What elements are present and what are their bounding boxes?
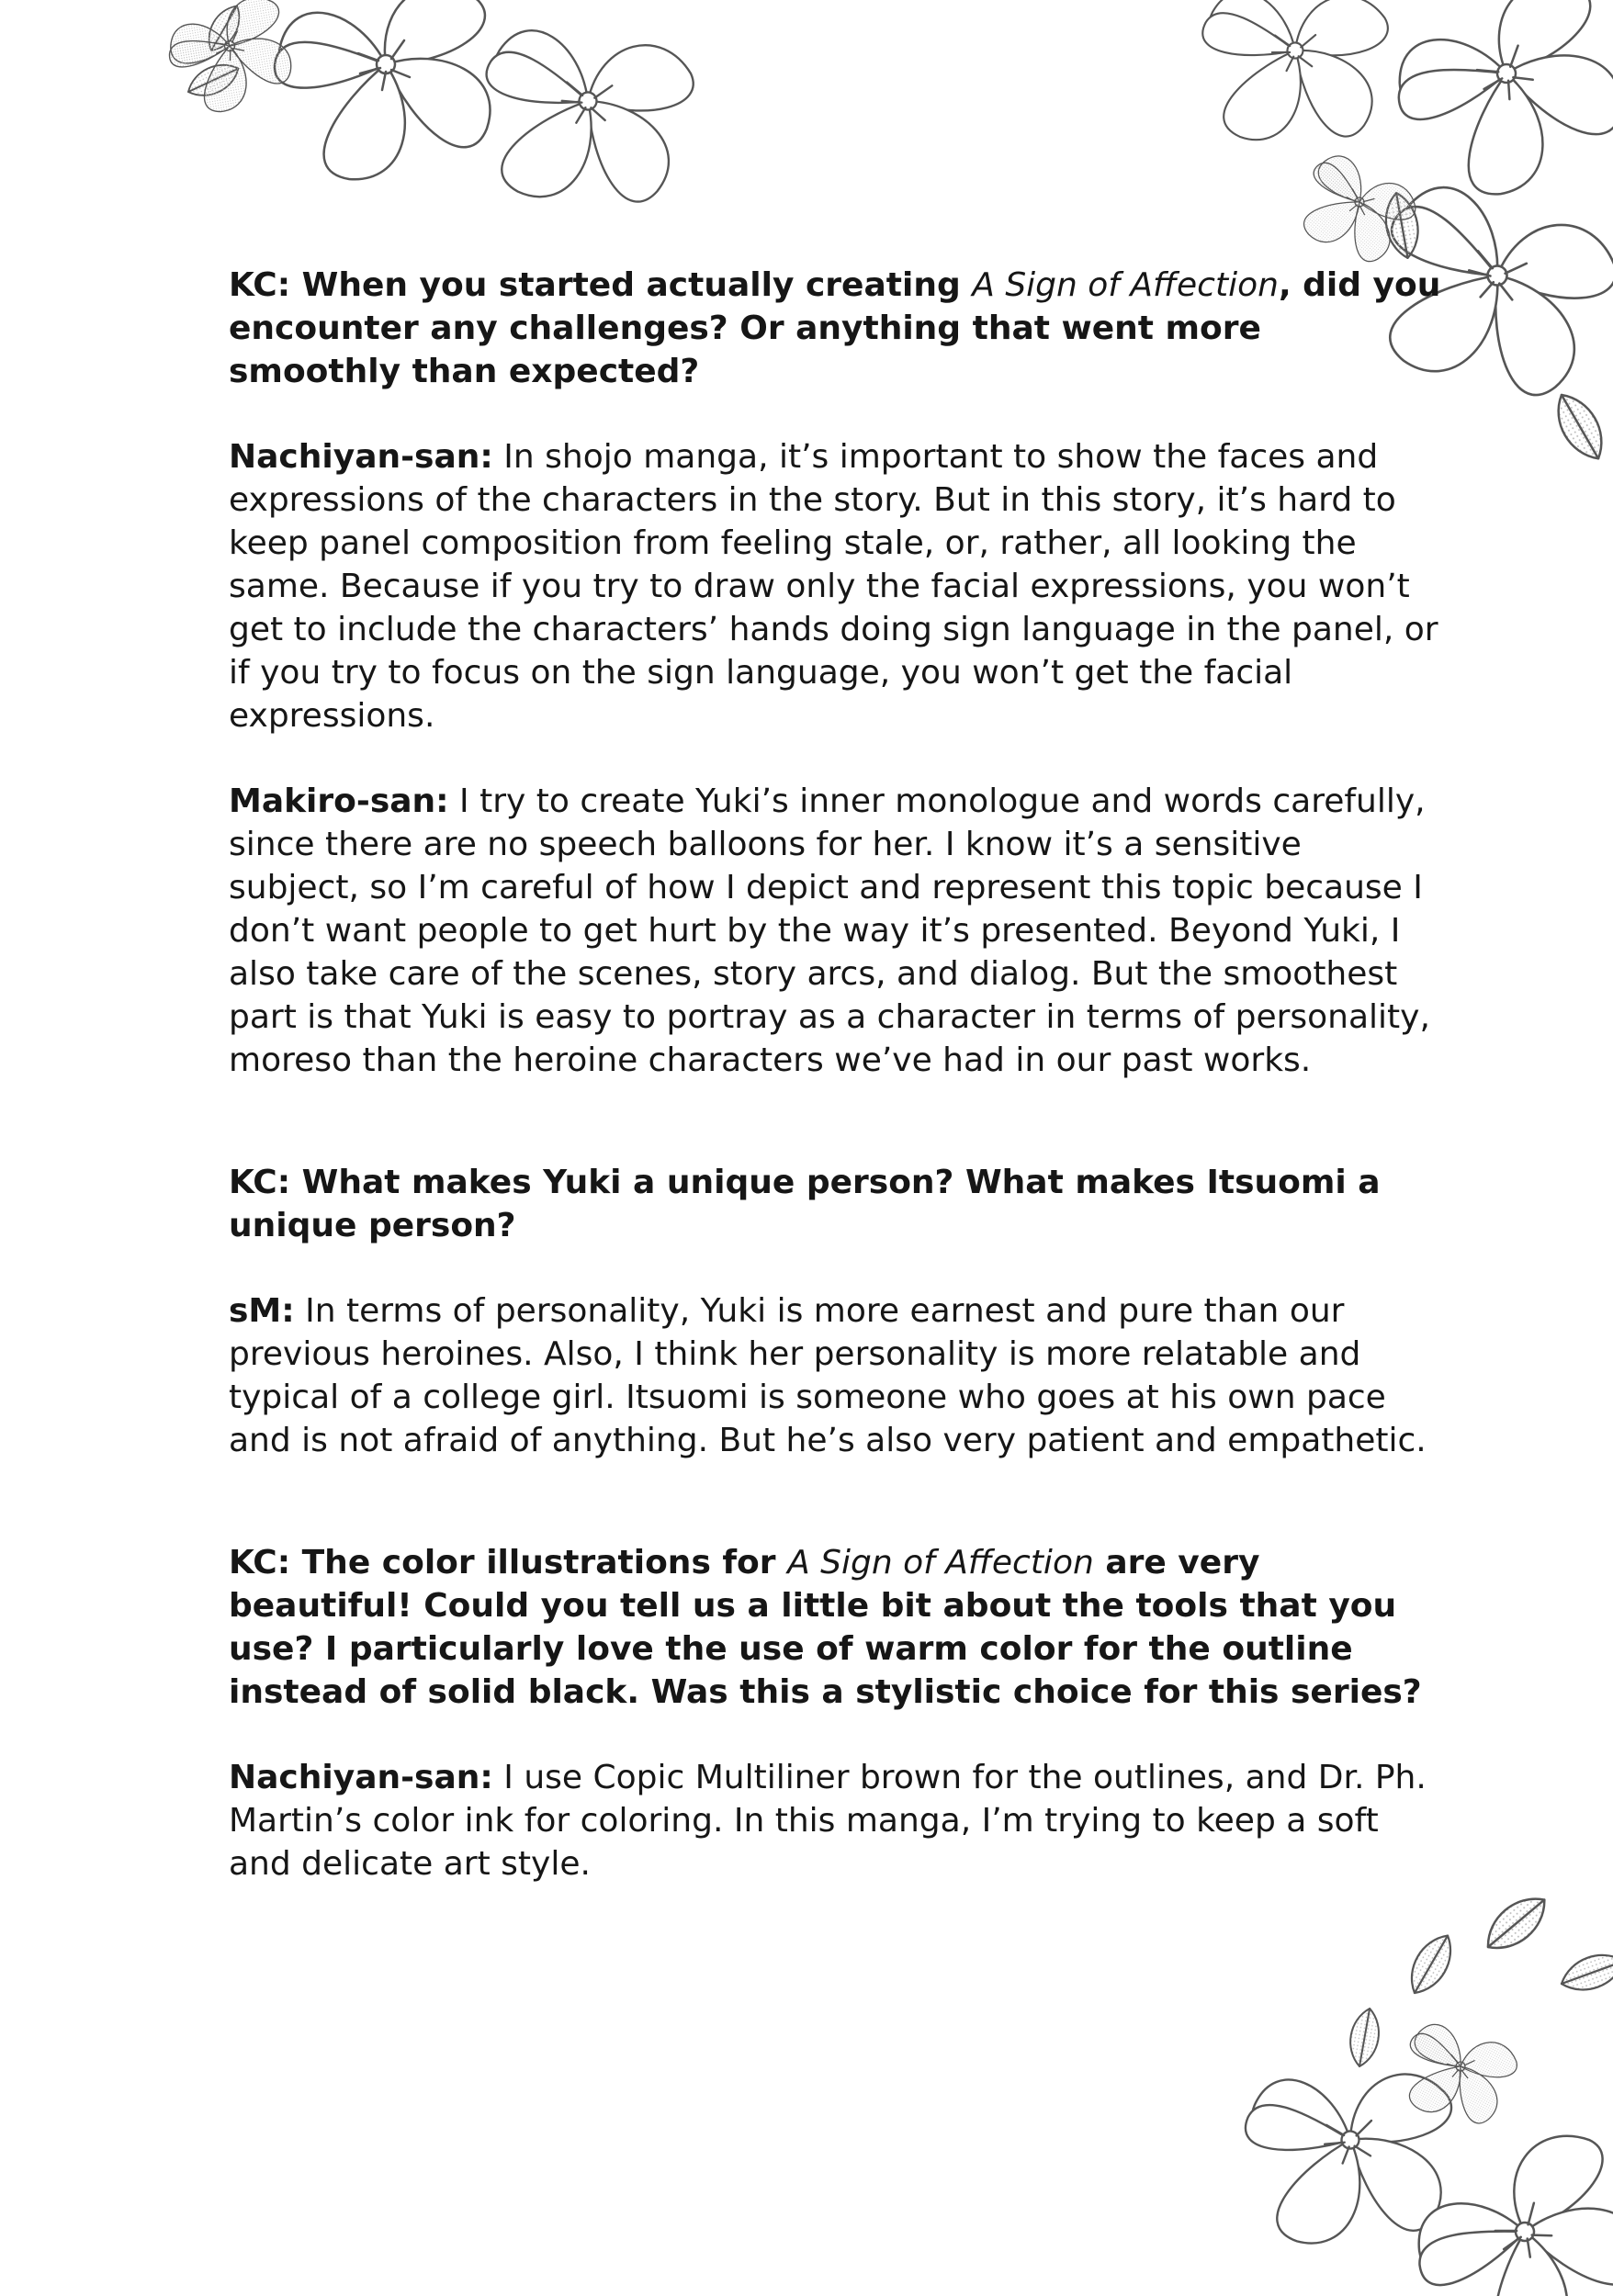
interview-answer: sM: In terms of personality, Yuki is more earnest and pure than our previous heroines. Also, I think her personality is more relatable and typical of a college girl. Itsuomi is someone who goes at his own pace and is not afraid of anything. But he’s also very patient and empathetic. — [229, 1292, 1427, 1459]
interview-question: KC: The color illustrations for A Sign of Affection are very beautiful! Could you tell us a little bit about the tools that you use? I particularly love the use of warm color for the outline instead of solid black. Was this a stylistic choice for this series? — [229, 1544, 1422, 1711]
interview-question: KC: What makes Yuki a unique person? What makes Itsuomi a unique person? — [229, 1164, 1381, 1244]
speaker-label: sM: — [229, 1292, 295, 1330]
speaker-label: Nachiyan-san: — [229, 1759, 493, 1796]
interview-answer: Makiro-san: I try to create Yuki’s inner monologue and words carefully, since there are no speech balloons for her. I know it’s a sensitive subject, so I’m careful of how I depict and represent this topic because I don’t want people to get hurt by the way it’s presented. Beyond Yuki, I also take care of the scenes, story arcs, and dialog. But the smoothest part is that Yuki is easy to portray as a character in terms of personality, moreso than the heroine characters we’ve had in our past works. — [229, 782, 1430, 1079]
interview-text — [229, 264, 1441, 1885]
speaker-label: Nachiyan-san: — [229, 438, 493, 476]
interview-answer: Nachiyan-san: I use Copic Multiliner brown for the outlines, and Dr. Ph. Martin’s color ink for coloring. In this manga, I’m trying to keep a soft and delicate art style. — [229, 1759, 1427, 1883]
interview-answer: Nachiyan-san: In shojo manga, it’s important to show the faces and expressions of the characters in the story. But in this story, it’s hard to keep panel composition from feeling stale, or, rather, all looking the same. Because if you try to draw only the facial expressions, you won’t get to include the characters’ hands doing sign language in the panel, or if you try to focus on the sign language, you won’t get the facial expressions. — [229, 438, 1438, 735]
series-title: A Sign of Affection — [972, 266, 1279, 304]
series-title: A Sign of Affection — [787, 1544, 1094, 1581]
interview-question: KC: When you started actually creating A Sign of Affection, did you encounter any challenges? Or anything that went more smoothly than expected? — [229, 266, 1441, 390]
speaker-label: Makiro-san: — [229, 782, 449, 820]
